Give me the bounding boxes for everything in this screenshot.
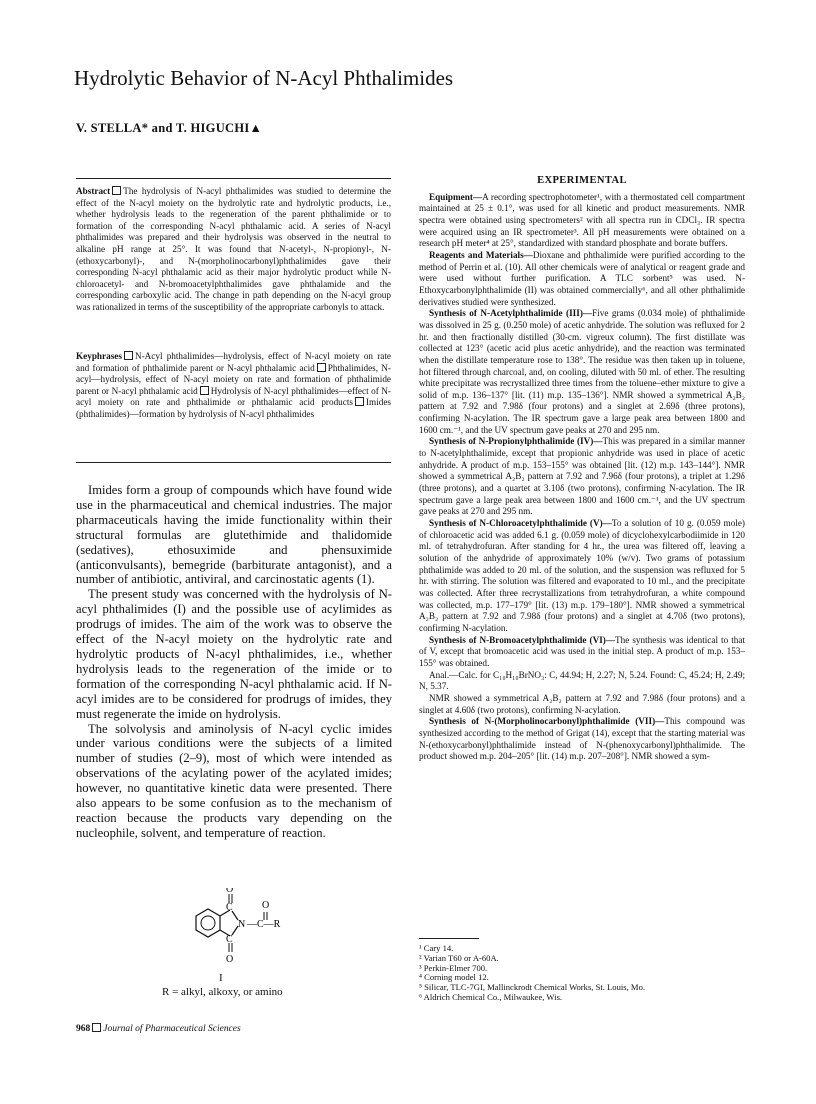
section-box-icon: [124, 351, 133, 360]
exp-paragraph: [419, 436, 745, 518]
exp-text: NMR showed a symmetrical A₂B₂ pattern at 7.92 and 7.98δ (four protons) and a singlet at 4.60δ (two protons), confirming N-acylation.: [419, 692, 745, 715]
experimental-section: [419, 175, 745, 763]
introduction: [76, 483, 392, 841]
section-box-icon: [355, 397, 364, 406]
atom-c-top: C: [226, 902, 233, 913]
abstract-bottom-rule: [76, 462, 391, 463]
intro-paragraph: The solvolysis and aminolysis of N-acyl cyclic imides under various conditions were the subjects of a limited number of studies (2–9), most of which were intended as observations of the acylating power of the acylated imides; however, no quantitative kinetic data were presented. There also appears to be some confusion as to the mechanism of reaction because the products vary depending on the nucleophile, solvent, and temperature of reaction.: [76, 721, 392, 840]
atom-o-bottom: O: [226, 954, 234, 965]
footnote-rule: [419, 938, 479, 939]
exp-paragraph: [419, 308, 745, 436]
exp-paragraph: [419, 670, 745, 693]
exp-subhead: Synthesis of N-Chloroacetylphthalimide (V)—: [429, 518, 612, 529]
abstract: [76, 186, 391, 314]
keyphrases-label: Keyphrases: [76, 351, 122, 361]
experimental-heading: EXPERIMENTAL: [537, 175, 627, 186]
journal-name: Journal of Pharmaceutical Sciences: [103, 1024, 241, 1034]
exp-paragraph: [419, 250, 745, 308]
exp-text: This compound was synthesized according to the method of Grigat (14), except that the starting material was N-(ethoxycarbonyl)phthalimide instead of N-(phenoxycarbonyl)phthalimide. The product showed m.p. 204–205° [lit. (14) m.p. 207–208°]. NMR showed a sym-: [419, 716, 745, 762]
keyphrases: [76, 351, 391, 421]
footnote: ⁴ Corning model 12.: [419, 972, 489, 983]
exp-subhead: Synthesis of N-Propionylphthalimide (IV)—: [429, 436, 603, 447]
atom-c-bottom: C: [226, 934, 233, 945]
keyphrase-item: Imides (phthalimides)—formation by hydrolysis of N-acyl phthalimides: [76, 397, 391, 419]
exp-subhead: Reagents and Materials—: [429, 249, 533, 260]
atom-o-acyl: O: [262, 900, 270, 911]
footnote: ⁶ Aldrich Chemical Co., Milwaukee, Wis.: [419, 991, 563, 1002]
acyl-bond: —C—R: [247, 919, 281, 930]
authors: V. STELLA* and T. HIGUCHI▲: [76, 121, 263, 135]
exp-paragraph: [419, 635, 745, 670]
exp-paragraph: [419, 693, 745, 716]
exp-text: This was prepared in a similar manner to N-acetylphthalimide, except that propionic anhydride was used in place of acetic anhydride. A product of m.p. 153–155° was obtained [lit. (12) m.p. 143–144°]. NMR showed a symmetrical A₂B₂ pattern at 7.92 and 7.96δ (four protons), a triplet at 1.29δ (three protons), and a quartet at 3.10δ (two protons), confirming N-acylation. The IR spectrum gave a large peak area between 1800 and 1600 cm.⁻¹, and the UV spectrum gave peaks at 270 and 295 nm.: [419, 436, 745, 517]
page-number: 968: [76, 1024, 91, 1034]
footnote: ³ Perkin-Elmer 700.: [419, 962, 488, 973]
section-box-icon: [317, 363, 326, 372]
exp-text: A recording spectrophotometer¹, with a thermostated cell compartment maintained at 25 ± 0.1°, was used for all kinetic and product measurements. NMR spectra were obtained using spectrometers² with all spectra run in CDCl₃. IR spectra were acquired using an IR spectrometer³. All pH measurements were obtained on a research pH meter⁴ at 25°, standardized with standard phosphate and borate buffers.: [419, 191, 745, 249]
abstract-label: Abstract: [76, 186, 111, 196]
section-box-icon: [92, 1023, 101, 1032]
section-box-icon: [112, 186, 121, 195]
footnotes: [419, 944, 745, 1003]
intro-paragraph: The present study was concerned with the hydrolysis of N-acyl phthalimides (I) and the possible use of acylimides as prodrugs of imides. The aim of the work was to observe the effect of the N-acyl moiety on the hydrolytic rate and hydrolytic products of N-acyl phthalimides, i.e., whether hydrolysis leads to the regeneration of the imide or to formation of the corresponding N-acyl phthalamic acid. If N-acyl imides are to be considered for prodrugs of imides, they must regenerate the imide on hydrolysis.: [76, 587, 392, 721]
exp-text: The synthesis was identical to that of V, except that bromoacetic acid was used in the initial step. A product of m.p. 153–155° was obtained.: [419, 634, 745, 668]
exp-subhead: Synthesis of N-Acetylphthalimide (III)—: [429, 308, 593, 319]
exp-subhead: Synthesis of N-(Morpholinocarbonyl)phthalimide (VII)—: [429, 716, 665, 727]
exp-text: To a solution of 10 g. (0.059 mole) of chloroacetic acid was added 6.1 g. (0.059 mole) of dicyclohexylcarbodiimide in 120 ml. of tetrahydrofuran. After standing for 4 hr., the urea was filtered off, leaving a solution of the anhydride of approximately 10% (w/v). Two grams of potassium phthalimide was added to 20 ml. of the solution, and the suspension was refluxed for 5 hr. with stirring. The solution was filtered and evaporated to 10 ml., and the precipitate was collected. After three recrystallizations from tetrahydrofuran, a white compound was collected, m.p. 177–179° [lit. (13) m.p. 179–180°]. NMR showed a symmetrical A₂B₂ pattern at 7.92 and 7.98δ (four protons) and a singlet at 4.70δ (two protons), confirming N-acylation.: [419, 518, 745, 633]
exp-text: Anal.—Calc. for C₁₀H₁₀BrNO₃: C, 44.94; H, 2.27; N, 5.24. Found: C, 45.24; H, 2.49; N, 5.37.: [419, 669, 745, 692]
section-box-icon: [200, 386, 209, 395]
exp-text: Dioxane and phthalimide were purified according to the method of Perrin et al. (10). All other chemicals were of analytical or reagent grade and were used without further purification. A TLC sorbent⁵ was used. N-Ethoxycarbonylphthalimide (II) was obtained commercially⁶, and all other phthalimide derivatives studied were synthesized.: [419, 249, 745, 307]
structure-caption: R = alkyl, alkoxy, or amino: [162, 986, 283, 998]
page-footer: [76, 1023, 241, 1034]
exp-paragraph: [419, 192, 745, 250]
abstract-text: The hydrolysis of N-acyl phthalimides was studied to determine the effect of the N-acyl moiety on the hydrolytic rate and hydrolytic products, i.e., whether hydrolysis leads to the regeneration of the parent phthalimide or to formation of the corresponding N-acyl phthalamic acid. A series of N-acyl phthalimides was prepared and their hydrolysis was observed in the neutral to alkaline pH range at 25°. It was found that N-acetyl-, N-propionyl-, N-(ethoxycarbonyl)-, and N-(morpholinocarbonyl)phthalimides gave their corresponding N-acyl phthalamic acid as their major hydrolytic product while N-chloroacetyl- and N-bromoacetylphthalimides gave phthalamide and the corresponding carboxylic acid. The change in path depending on the N-acyl group was rationalized in terms of the susceptibility of the appropriate carbonyls to attack.: [76, 186, 391, 312]
abstract-top-rule: [76, 178, 391, 179]
phthalimide-structure: [176, 888, 306, 973]
footnote: ⁵ Silicar, TLC-7GI, Mallinckrodt Chemical Works, St. Louis, Mo.: [419, 982, 646, 993]
exp-paragraph: [419, 518, 745, 635]
exp-subhead: Equipment—: [429, 191, 483, 202]
paper-title: Hydrolytic Behavior of N-Acyl Phthalimides: [74, 66, 454, 90]
keyphrase-item: Hydrolysis of N-acyl phthalimides—effect of N-acyl moiety on rate and phthalimide or phthalamic acid products: [76, 385, 391, 408]
atom-o-top: O: [226, 888, 234, 895]
atom-n: N: [238, 919, 246, 930]
keyphrase-item: Phthalimides, N-acyl—hydrolysis, effect of N-acyl moiety on rate and formation of phthalimide parent or N-acyl phthalamic acid: [76, 362, 391, 396]
footnote: ¹ Cary 14.: [419, 943, 454, 953]
structure-diagram: [176, 888, 306, 978]
structure-label: I: [219, 972, 223, 984]
keyphrase-item: N-Acyl phthalimides—hydrolysis, effect of N-acyl moiety on rate and formation of phthalimide parent or N-acyl phthalamic acid: [76, 351, 391, 373]
exp-paragraph: [419, 716, 745, 763]
intro-paragraph: Imides form a group of compounds which have found wide use in the pharmaceutical and chemical industries. The major pharmaceuticals having the imide functionality within their structural formulas are glutethimide and thalidomide (sedatives), ethosuximide and phensuximide (anticonvulsants), bemegride (barbiturate antagonist), and a number of antibiotic, antiviral, and carcinostatic agents (1).: [76, 483, 392, 587]
exp-subhead: Synthesis of N-Bromoacetylphthalimide (VI)—: [429, 634, 616, 645]
exp-text: Five grams (0.034 mole) of phthalimide was dissolved in 25 g. (0.250 mole) of acetic anhydride. The solution was refluxed for 2 hr. and then fractionally distilled (30-cm. vigreux column). The first distillate was collected at 123° (acetic acid plus acetic anhydride), and the reaction was terminated when the distillate temperature rose to 138°. The residue was then taken up in toluene, hot filtered through charcoal, and, on cooling, diluted with 50 ml. of ether. The resulting white precipitate was recrystallized three times from the toluene–ether mixture to give a solid of m.p. 136–137° [lit. (11) m.p. 135–136°]. NMR showed a symmetrical A₂B₂ pattern at 7.92 and 7.98δ (four protons) and a singlet at 2.69δ (three protons), confirming N-acylation. The IR spectrum gave a large peak area between 1800 and 1600 cm.⁻¹, and the UV spectrum gave peaks at 270 and 295 nm.: [419, 308, 745, 435]
footnote: ² Varian T60 or A-60A.: [419, 952, 499, 963]
